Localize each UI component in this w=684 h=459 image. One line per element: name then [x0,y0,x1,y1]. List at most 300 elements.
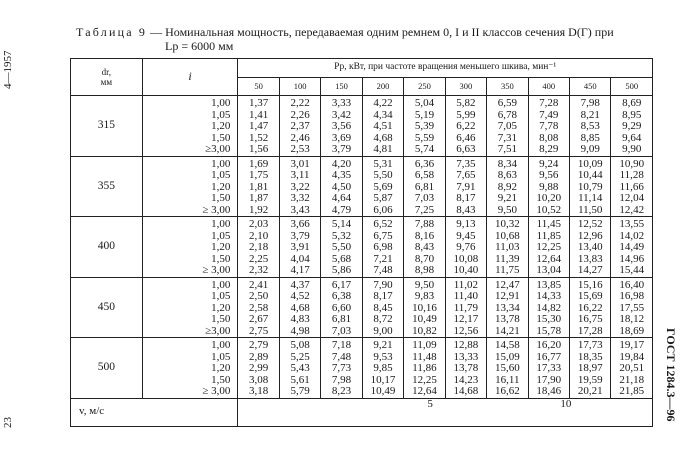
power-value: 10,20 [536,192,562,204]
power-value: 4,83 [290,313,310,325]
power-value: 16,98 [619,290,645,302]
power-value: 5,50 [373,169,393,181]
power-value: 2,89 [249,350,269,363]
ratio-value: 1,05 [211,108,231,121]
page-number-bottom: 23 [2,417,14,429]
power-value: 8,08 [539,131,559,144]
power-value: 10,79 [577,180,603,193]
power-value: 16,75 [577,313,603,325]
power-value: 12,25 [412,373,437,386]
power-value: 11,14 [578,192,603,204]
diameter-header: dr, мм [71,59,143,96]
power-value: 16,20 [536,339,562,351]
power-value: 5,59 [414,131,435,144]
speed-header-cell: 400 [528,78,569,96]
power-value: 13,33 [453,350,479,363]
power-cell [238,217,279,278]
power-value: 4,52 [290,290,310,302]
power-value: 14,33 [536,290,562,302]
power-value: 12,25 [536,241,562,253]
power-value: 10,82 [412,324,437,337]
power-cell [238,277,279,338]
power-value: 4,68 [373,131,393,144]
power-cell [445,277,486,338]
power-value: 3,43 [290,203,310,216]
power-value: 11,03 [495,241,520,253]
power-value: 13,55 [619,218,645,230]
power-value: 14,21 [494,324,520,337]
power-value: 5,86 [331,264,352,276]
power-value: 8,69 [622,97,642,109]
power-cell [570,277,611,338]
power-value: 8,34 [497,157,517,170]
ratio-value: 1,05 [211,350,231,363]
power-value: 8,23 [331,385,352,397]
power-cell [528,277,569,338]
power-value: 6,46 [456,131,476,144]
power-value: 14,02 [619,229,645,242]
power-value: 1,37 [249,97,269,109]
power-value: 4,04 [290,252,310,265]
table-caption [76,25,656,53]
power-cell [611,156,653,217]
diameter-value: 500 [71,338,143,399]
power-value: 16,22 [577,301,603,314]
power-value: 11,85 [536,229,561,242]
power-value: 7,98 [580,97,600,109]
power-value: 7,73 [331,362,352,374]
power-value: 6,63 [456,143,476,155]
power-value: 7,35 [456,157,476,170]
power-value: 12,91 [494,290,520,302]
power-value: 4,20 [331,157,352,170]
power-value: 11,50 [578,203,603,216]
power-value: 18,12 [619,313,645,325]
power-cell [321,96,362,157]
power-cell [404,217,445,278]
power-cell [611,338,653,399]
power-value: 2,03 [249,218,269,230]
power-value: 3,42 [331,108,352,121]
velocity-row [71,398,653,426]
table-label: Таблица 9 [76,25,148,39]
power-cell [279,277,320,338]
velocity-label: v, м/с [71,398,238,426]
ratio-value: ≥3,00 [205,324,231,337]
power-cell [570,217,611,278]
speed-header-cell: 200 [362,78,403,96]
power-value: 5,87 [373,192,393,204]
power-value: 14,68 [453,385,479,397]
power-value: 7,03 [414,192,435,204]
ratio-value: 1,20 [211,120,231,132]
ratio-value: 1,50 [211,192,231,204]
diameter-group-row [71,96,653,157]
power-value: 12,17 [453,313,479,325]
power-value: 9,64 [622,131,642,144]
power-value: 6,81 [331,313,352,325]
power-value: 9,88 [539,180,559,193]
power-cell [404,96,445,157]
power-value: 4,98 [290,324,310,337]
power-value: 11,48 [412,350,437,363]
power-cell [362,217,403,278]
power-header: Pp, кВт, при частоте вращения меньшего шкива, мин⁻¹ [238,59,653,78]
power-value: 13,85 [536,278,562,291]
power-value: 4,50 [331,180,352,193]
power-value: 5,68 [331,252,352,265]
power-value: 2,37 [290,120,310,132]
power-value: 17,33 [536,362,562,374]
power-value: 1,92 [249,203,269,216]
power-value: 18,35 [577,350,603,363]
power-value: 10,16 [412,301,437,314]
power-value: 3,32 [290,192,310,204]
ratio-value: 1,50 [211,131,231,144]
power-value: 11,86 [412,362,437,374]
power-value: 11,45 [536,218,561,230]
power-value: 5,79 [290,385,310,397]
power-value: 2,46 [290,131,310,144]
power-value: 8,95 [622,108,642,121]
power-value: 11,79 [453,301,479,314]
power-value: 9,09 [580,143,600,155]
power-value: 13,04 [536,264,562,276]
power-value: 18,69 [619,324,645,337]
power-cell [321,217,362,278]
power-value: 10,17 [370,373,396,386]
diameter-value: 450 [71,277,143,338]
power-value: 3,66 [290,218,310,230]
power-cell [445,217,486,278]
power-value: 12,47 [494,278,520,291]
power-value: 6,52 [373,218,393,230]
power-value: 3,79 [290,229,310,242]
power-value: 1,87 [249,192,269,204]
power-value: 7,48 [373,264,393,276]
power-cell [611,96,653,157]
power-value: 5,19 [414,108,435,121]
speed-header-cell: 50 [238,78,279,96]
power-value: 11,39 [495,252,520,265]
power-value: 16,40 [619,278,645,291]
ratio-value: ≥3,00 [205,143,231,155]
power-value: 9,24 [539,157,559,170]
power-cell [279,338,320,399]
power-value: 4,17 [290,264,310,276]
power-cell [528,338,569,399]
power-value: 8,16 [414,229,435,242]
power-value: 5,61 [290,373,310,386]
power-value: 1,81 [249,180,269,193]
power-value: 8,92 [497,180,517,193]
power-value: 8,63 [497,169,517,181]
power-cell [528,96,569,157]
power-value: 6,38 [331,290,352,302]
power-value: 3,22 [290,180,310,193]
power-value: 17,28 [577,324,603,337]
power-table [70,58,653,427]
power-cell [445,338,486,399]
power-value: 18,46 [536,385,562,397]
power-value: 12,04 [619,192,645,204]
power-value: 11,75 [495,264,520,276]
power-value: 5,25 [290,350,310,363]
power-value: 4,81 [373,143,393,155]
power-value: 7,91 [456,180,476,193]
power-value: 14,49 [619,241,645,253]
power-cell [570,96,611,157]
power-value: 19,17 [619,339,645,351]
power-value: 3,01 [290,157,310,170]
power-value: 9,50 [414,278,435,291]
power-cell [570,156,611,217]
power-value: 12,64 [412,385,437,397]
power-cell [321,338,362,399]
power-value: 7,21 [373,252,393,265]
power-value: 12,88 [453,339,479,351]
power-value: 6,78 [497,108,517,121]
power-value: 8,85 [580,131,600,144]
power-value: 14,23 [453,373,479,386]
power-cell [611,217,653,278]
power-value: 11,09 [412,339,437,351]
power-value: 2,53 [290,143,310,155]
power-value: 8,98 [414,264,435,276]
ratio-value: 1,00 [211,218,231,230]
power-value: 9,90 [622,143,642,155]
power-cell [445,156,486,217]
power-value: 2,41 [249,278,269,291]
power-value: 8,53 [580,120,600,132]
power-value: 12,64 [536,252,562,265]
power-value: 13,78 [453,362,479,374]
power-value: 9,83 [414,290,435,302]
power-value: 5,39 [414,120,435,132]
power-value: 15,69 [577,290,603,302]
power-value: 10,44 [577,169,603,181]
power-value: 5,50 [331,241,352,253]
ratio-value: 1,00 [211,339,231,351]
power-value: 8,17 [456,192,476,204]
power-value: 6,06 [373,203,393,216]
power-value: 5,04 [414,97,435,109]
power-value: 7,25 [414,203,435,216]
power-value: 9,13 [456,218,476,230]
power-value: 6,17 [331,278,352,291]
standard-reference: ГОСТ 1284.3—96 [664,328,678,422]
ratio-values [142,96,238,157]
power-value: 10,32 [494,218,520,230]
power-value: 4,35 [331,169,352,181]
belt-length-note: Lp = 6000 мм [165,39,234,53]
speed-header-cell: 300 [445,78,486,96]
power-cell [487,156,528,217]
power-value: 7,88 [414,218,435,230]
ratio-value: 1,50 [211,313,231,325]
power-value: 7,65 [456,169,476,181]
power-value: 5,99 [456,108,476,121]
power-value: 16,77 [536,350,562,363]
power-value: 17,73 [577,339,603,351]
power-value: 2,58 [249,301,269,314]
power-value: 11,28 [619,169,644,181]
power-value: 21,18 [619,373,645,386]
power-cell [570,338,611,399]
power-value: 20,51 [619,362,645,374]
power-value: 10,49 [412,313,437,325]
power-value: 2,79 [249,339,269,351]
power-value: 15,30 [536,313,562,325]
power-value: 11,40 [453,290,479,302]
power-value: 15,78 [536,324,562,337]
power-value: 15,09 [494,350,520,363]
power-value: 4,22 [373,97,393,109]
power-value: 15,60 [494,362,520,374]
power-cell [404,277,445,338]
power-value: 6,22 [456,120,476,132]
power-cell [279,96,320,157]
power-value: 8,21 [580,108,600,121]
power-value: 7,78 [539,120,559,132]
diameter-group-row [71,338,653,399]
power-value: 18,97 [577,362,603,374]
power-value: 1,56 [249,143,269,155]
page-number-top: 4—1957 [2,50,14,90]
power-value: 9,21 [373,339,393,351]
power-value: 10,09 [577,157,603,170]
ratio-value: 1,20 [211,180,231,193]
power-value: 10,40 [453,264,479,276]
power-value: 5,74 [414,143,435,155]
power-value: 9,00 [373,324,393,337]
power-value: 5,43 [290,362,310,374]
power-value: 2,18 [249,241,269,253]
power-value: 6,75 [373,229,393,242]
power-value: 2,32 [249,264,269,276]
ratio-value: 1,05 [211,229,231,242]
ratio-value: 1,20 [211,241,231,253]
power-value: 5,32 [331,229,352,242]
power-value: 15,44 [619,264,645,276]
power-value: 19,84 [619,350,645,363]
power-value: 3,91 [290,241,310,253]
power-cell [487,338,528,399]
diameter-group-row [71,277,653,338]
ratio-value: 1,20 [211,301,231,314]
power-value: 16,62 [494,385,520,397]
power-value: 14,96 [619,252,645,265]
power-value: 3,79 [331,143,352,155]
power-cell [362,156,403,217]
power-value: 7,05 [497,120,517,132]
power-value: 1,75 [249,169,269,181]
power-value: 8,70 [414,252,435,265]
velocity-tick-5: 5 [427,397,433,410]
power-value: 13,83 [577,252,603,265]
power-value: 15,16 [577,278,603,291]
power-value: 9,50 [497,203,517,216]
power-value: 8,29 [539,143,559,155]
power-value: 12,42 [619,203,645,216]
power-value: 7,31 [497,131,517,144]
ratio-values [142,217,238,278]
power-value: 9,56 [539,169,559,181]
speed-header-cell: 250 [404,78,445,96]
power-value: 14,58 [494,339,520,351]
power-cell [238,96,279,157]
power-value: 2,25 [249,252,269,265]
power-value: 1,47 [249,120,269,132]
diameter-value: 315 [71,96,143,157]
power-value: 9,45 [456,229,476,242]
power-value: 3,69 [331,131,352,144]
power-value: 21,85 [619,385,645,397]
ratio-value: 1,00 [211,157,231,170]
power-value: 13,40 [577,241,603,253]
power-value: 4,68 [290,301,310,314]
power-value: 9,85 [373,362,393,374]
velocity-axis [238,398,653,426]
power-value: 9,29 [622,120,642,132]
ratio-value: 1,05 [211,169,231,181]
ratio-value: 1,50 [211,373,231,386]
power-value: 10,90 [619,157,645,170]
power-value: 6,81 [414,180,435,193]
velocity-tick-10: 10 [560,397,572,410]
power-value: 8,72 [373,313,393,325]
power-cell [528,217,569,278]
ratio-value: 1,00 [211,278,231,291]
power-value: 5,69 [373,180,393,193]
power-value: 5,08 [290,339,310,351]
power-value: 2,75 [249,324,269,337]
ratio-value: 1,05 [211,290,231,302]
power-value: 11,66 [619,180,644,193]
ratio-values [142,338,238,399]
power-value: 4,51 [373,120,393,132]
power-value: 9,76 [456,241,476,253]
power-value: 1,52 [249,131,269,144]
power-value: 5,14 [331,218,352,230]
power-value: 17,55 [619,301,645,314]
power-cell [487,277,528,338]
power-value: 6,36 [414,157,435,170]
ratio-values [142,156,238,217]
power-value: 2,22 [290,97,310,109]
speed-header-cell: 100 [279,78,320,96]
power-value: 3,33 [331,97,352,109]
power-cell [362,96,403,157]
power-value: 12,96 [577,229,603,242]
power-value: 8,43 [414,241,435,253]
power-cell [611,277,653,338]
power-value: 8,43 [456,203,476,216]
power-value: 7,90 [373,278,393,291]
power-value: 7,48 [331,350,352,363]
power-value: 10,68 [494,229,520,242]
power-value: 20,21 [577,385,603,397]
power-value: 1,41 [249,108,269,121]
power-value: 2,10 [249,229,269,242]
speed-header-cell: 450 [570,78,611,96]
power-value: 2,26 [290,108,310,121]
power-value: 13,34 [494,301,520,314]
speed-header-cell: 350 [487,78,528,96]
power-value: 1,69 [249,157,269,170]
power-cell [528,156,569,217]
power-value: 7,28 [539,97,559,109]
